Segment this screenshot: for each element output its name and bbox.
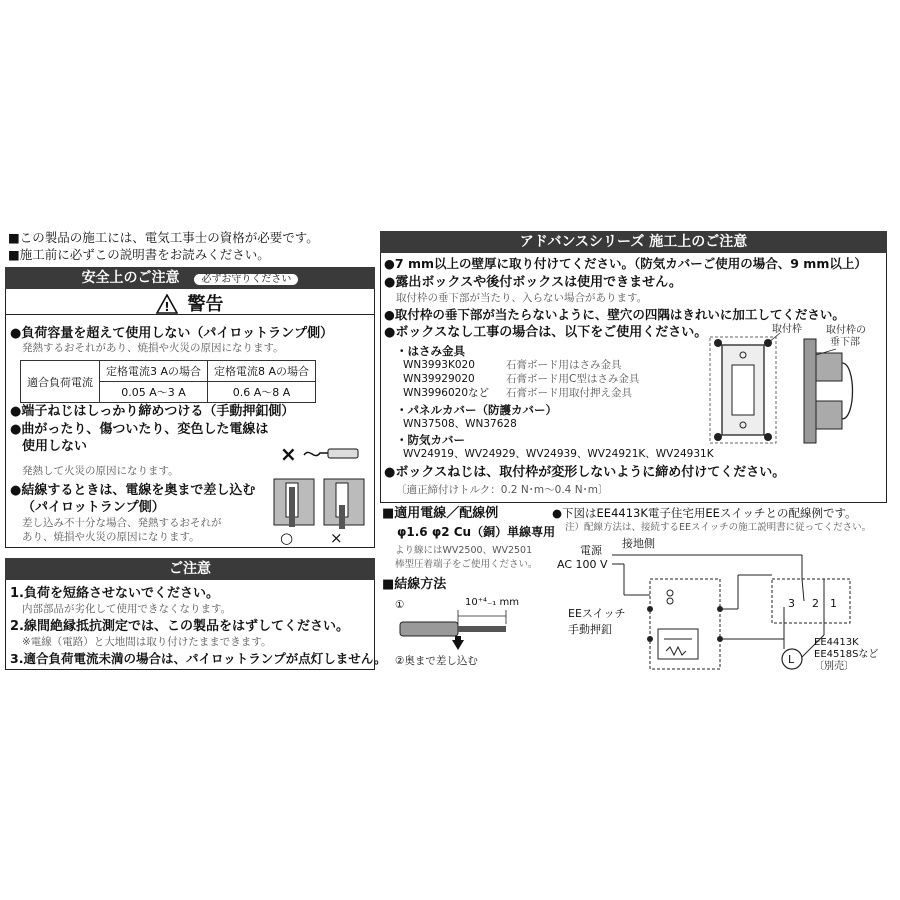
svg-text:取付枠の: 取付枠の — [826, 325, 866, 336]
hasami-code-1: WN3993K020 — [403, 359, 475, 371]
warning-row — [6, 290, 374, 315]
load-current-table — [20, 360, 316, 403]
warning-triangle-icon — [156, 294, 178, 314]
advance-wall-thickness: ●7 mm以上の壁厚に取り付けてください。（防気カバーご使用の場合、9 mm以上） — [384, 256, 867, 271]
wiring-example-note: 注）配線方法は、接続するEEスイッチの施工説明書に従ってください。 — [565, 522, 872, 533]
svg-text:EE4518Sなど: EE4518Sなど — [814, 649, 879, 660]
wiring-step-1: ① — [395, 599, 405, 611]
svg-text:2: 2 — [812, 597, 819, 610]
svg-text:垂下部: 垂下部 — [830, 337, 860, 348]
svg-text:3: 3 — [788, 597, 795, 610]
svg-text:1: 1 — [830, 597, 837, 610]
caution-item-insulation-note: ※電線（電路）と大地間は取り付けたままできます。 — [22, 636, 272, 648]
wiring-step-2: ②奥まで差し込む — [395, 655, 478, 667]
wire-title: ■適用電線／配線例 — [382, 506, 499, 521]
svg-text:×: × — [330, 529, 343, 545]
svg-text:〔別売〕: 〔別売〕 — [814, 661, 854, 672]
caution-item-pilot-lamp: 3.適合負荷電流未満の場合は、パイロットランプが点灯しません。 — [10, 651, 387, 666]
rated-3a-header: 定格電流3 Aの場合 — [100, 361, 208, 382]
advance-no-exposed-box-note: 取付枠の垂下部が当たり、入らない場合があります。 — [396, 292, 648, 304]
wire-note-2: 棒型圧着端子をご使用ください。 — [395, 559, 538, 570]
advance-no-box-work: ●ボックスなし工事の場合は、以下をご使用ください。 — [384, 325, 708, 340]
svg-text:L: L — [788, 653, 795, 666]
hasami-title: ・はさみ金具 — [396, 344, 465, 358]
top-note-read-manual: ■施工前に必ずこの説明書をお読みください。 — [8, 247, 270, 262]
safety-item-insert-wire: ●結線するときは、電線を奥まで差し込む — [10, 483, 256, 498]
caution-item-short: 1.負荷を短絡させないでください。 — [10, 586, 219, 601]
hasami-desc-1: 石膏ボード用はさみ金具 — [506, 359, 622, 371]
svg-text:!: ! — [164, 300, 171, 314]
wire-note-1: より線にはWV2500、WV2501 — [395, 545, 533, 556]
rated-8a-value: 0.6 A～8 A — [208, 382, 316, 403]
mounting-frame-figure — [706, 323, 886, 448]
advance-header: アドバンスシリーズ 施工上のご注意 — [380, 231, 887, 253]
wiring-diagram — [552, 535, 892, 680]
safety-item-damaged-wire-2: 使用しない — [22, 439, 88, 454]
safety-item-insert-wire-2: （パイロットランプ側） — [22, 500, 165, 515]
rated-3a-value: 0.05 A～3 A — [100, 382, 208, 403]
panel-cover-title: ・パネルカバー（防護カバー） — [396, 403, 557, 417]
load-current-label: 適合負荷電流 — [21, 361, 100, 403]
safety-item-insert-wire-note-1: 差し込み不十分な場合、発熱するおそれが — [22, 517, 222, 529]
damaged-wire-icon — [280, 443, 360, 465]
top-note-qualification: ■この製品の施工には、電気工事士の資格が必要です。 — [8, 230, 319, 245]
safety-item-terminal-screw: ●端子ねじはしっかり締めつける（手動押釦側） — [10, 404, 295, 419]
safety-item-overload: ●負荷容量を超えて使用しない（パイロットランプ側） — [10, 326, 334, 341]
advance-torque: 〔適正締付けトルク：0.2 N･m～0.4 N･m〕 — [396, 484, 609, 496]
vapor-cover-title: ・防気カバー — [396, 433, 465, 447]
hasami-code-3: WN3996020など — [403, 387, 489, 399]
safety-item-insert-wire-note-2: あり、焼損や火災の原因になります。 — [22, 531, 200, 543]
hasami-desc-3: 石膏ボード用取付押え金具 — [506, 387, 632, 399]
panel-cover-codes: WN37508、WN37628 — [403, 418, 517, 430]
hasami-desc-2: 石膏ボード用C型はさみ金具 — [506, 373, 640, 385]
safety-item-damaged-wire: ●曲がったり、傷ついたり、変色した電線は — [10, 422, 269, 437]
safety-title: 安全上のご注意 — [81, 270, 180, 286]
vapor-cover-codes: WV24919、WV24929、WV24939、WV24921K、WV24931K — [403, 448, 714, 460]
safety-header — [5, 267, 375, 289]
svg-text:EEスイッチ: EEスイッチ — [568, 607, 626, 620]
svg-text:×: × — [280, 443, 297, 465]
strip-length: 10⁺⁴₋₁ mm — [465, 597, 519, 608]
advance-box-screw: ●ボックスねじは、取付枠が変形しないように締め付けてください。 — [384, 465, 786, 480]
safety-item-damaged-wire-note: 発熱して火災の原因になります。 — [22, 465, 179, 477]
svg-text:取付枠: 取付枠 — [772, 324, 802, 335]
caution-item-insulation: 2.線間絶縁抵抗測定では、この製品をはずしてください。 — [10, 619, 349, 634]
svg-text:EE4413K: EE4413K — [814, 637, 859, 648]
must-follow-badge: 必ずお守りください — [194, 274, 298, 285]
rated-8a-header: 定格電流8 Aの場合 — [208, 361, 316, 382]
warning-label: 警告 — [187, 294, 224, 315]
svg-text:○: ○ — [280, 529, 294, 545]
wire-insertion-figure — [272, 477, 368, 545]
svg-text:電源: 電源 — [580, 544, 602, 557]
wire-strip-figure — [398, 608, 518, 658]
caution-header: ご注意 — [5, 558, 375, 580]
caution-item-short-note: 内部部品が劣化して使用できなくなります。 — [22, 603, 232, 615]
wiring-method-title: ■結線方法 — [382, 577, 447, 592]
svg-text:AC 100 V: AC 100 V — [557, 558, 608, 571]
svg-text:接地側: 接地側 — [622, 537, 655, 550]
advance-no-exposed-box: ●露出ボックスや後付ボックスは使用できません。 — [384, 275, 682, 290]
wiring-example-head: ●下図はEE4413K電子住宅用EEスイッチとの配線例です。 — [552, 506, 857, 520]
safety-item-overload-note: 発熱するおそれがあり、焼損や火災の原因になります。 — [22, 342, 284, 354]
hasami-code-2: WN39929020 — [403, 373, 475, 385]
advance-wall-hole-corners: ●取付枠の垂下部が当たらないように、壁穴の四隅はきれいに加工してください。 — [384, 307, 845, 322]
svg-text:手動押釦: 手動押釦 — [568, 623, 612, 636]
wire-spec: φ1.6 φ2 Cu（銅）単線専用 — [397, 525, 556, 539]
